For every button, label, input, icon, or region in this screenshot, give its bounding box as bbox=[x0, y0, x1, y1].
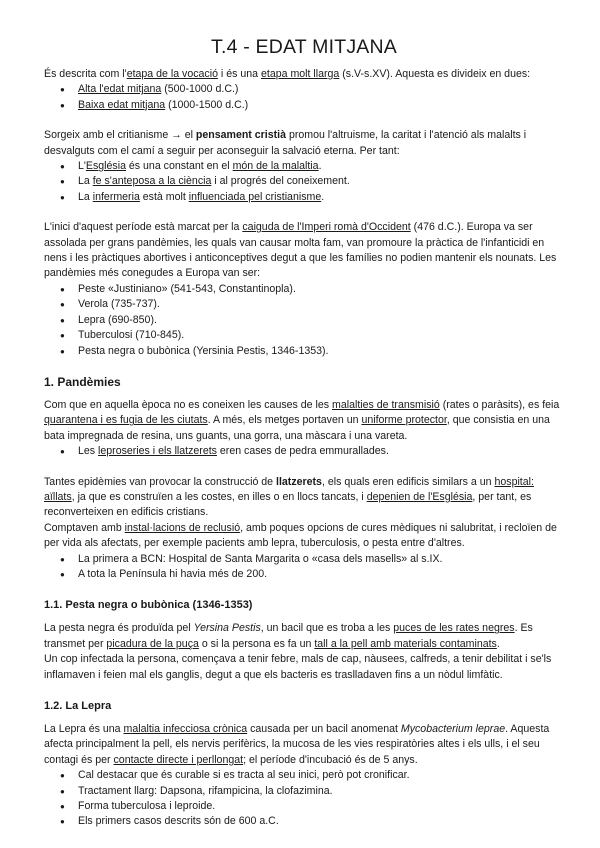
list-item: ● Alta l'edat mitjana (500-1000 d.C.) bbox=[78, 82, 564, 97]
hospitals-list bbox=[44, 552, 564, 583]
christianity-paragraph: Sorgeix amb el critianisme → el pensament cristià promou l'altruisme, la caritat i l'atenció als malalts i desvalguts com el camí a seguir per aconseguir la salvació eterna. Per tant: bbox=[44, 129, 527, 157]
pesta-paragraph: La pesta negra és produïda pel Yersina Pestis, un bacil que es troba a les puces de les rates negres. Es transmet per picadura de la puça o si la persona es fa un tall a la pell amb materials contaminats. bbox=[44, 622, 533, 650]
list-item: ● Els primers casos descrits són de 600 a.C. bbox=[78, 814, 564, 829]
christianity-list bbox=[44, 159, 564, 205]
llatzerets-paragraph: Tantes epidèmies van provocar la construcció de llatzerets, els quals eren edificis similars a un hospital: aïllats, ja que es construïen a les costes, en illes o en llocs tancats, i depenien de l'Església, per tant, es reconverteixen en edificis cristians. bbox=[44, 475, 534, 519]
pesta-symptoms-paragraph: Un cop infectada la persona, començava a tenir febre, mals de cap, nàusees, calfreds, a tenir debilitat i se'ls inflamaven i feien mal els ganglis, degut a que els bacteris es traslladaven fins a un nòdul limfàtic. bbox=[44, 653, 552, 681]
section-heading-lepra: 1.2. La Lepra bbox=[44, 700, 112, 712]
section-heading-pandemies: 1. Pandèmies bbox=[44, 374, 121, 389]
pandemics-list bbox=[44, 282, 564, 359]
start-paragraph: L'inici d'aquest període està marcat per la caiguda de l'Imperi romà d'Occident (476 d.C.). Europa va ser assolada per grans pandèmies, les quals van causar molta fam, van promoure la pràctica de l'infanticidi en nens i les pràctiques abortives i anticonceptives degut a que les famílies no podien mantenir els nounats. Les pandèmies més conegudes a Europa van ser: bbox=[44, 221, 557, 280]
document-page bbox=[44, 36, 564, 830]
list-item: ● Verola (735-737). bbox=[78, 297, 564, 312]
list-item: ● Les leproseries i els llatzerets eren cases de pedra emmurallades. bbox=[78, 444, 564, 459]
intro-list bbox=[44, 82, 564, 113]
lepra-paragraph: La Lepra és una malaltia infecciosa crònica causada per un bacil anomenat Mycobacterium leprae. Aquesta afecta principalment la pell, els nervis perifèrics, la mucosa de les vies respiratòries altes i els ulls, i el seu contagi és per contacte directe i perllongat; el període d'incubació és de 5 anys. bbox=[44, 723, 550, 766]
link-alta-edat[interactable]: Alta l'edat mitjana bbox=[78, 83, 162, 96]
list-item: ● Baixa edat mitjana (1000-1500 d.C.) bbox=[78, 98, 564, 113]
list-item: ● La infermeria està molt influenciada pel cristianisme. bbox=[78, 190, 564, 205]
list-item: ● La primera a BCN: Hospital de Santa Margarita o «casa dels masells» al s.IX. bbox=[78, 552, 564, 567]
link-baixa-edat[interactable]: Baixa edat mitjana bbox=[78, 98, 166, 111]
list-item: ● Peste «Justiniano» (541-543, Constantinopla). bbox=[78, 282, 564, 297]
list-item: ● Tuberculosi (710-845). bbox=[78, 328, 564, 343]
list-item: ● L'Església és una constant en el món de la malaltia. bbox=[78, 159, 564, 174]
leproseries-list bbox=[44, 444, 564, 459]
lepra-list bbox=[44, 768, 564, 830]
pandemies-paragraph: Com que en aquella època no es coneixen les causes de les malalties de transmisió (rates o paràsits), es feia quarantena i es fugia de les ciutats. A més, els metges portaven un uniforme protector, que consistia en una bata impregnada de resina, uns guants, una gorra, una màscara i una vareta. bbox=[44, 398, 560, 442]
section-heading-pesta-negra: 1.1. Pesta negra o bubònica (1346-1353) bbox=[44, 599, 253, 612]
page-title: T.4 - EDAT MITJANA bbox=[211, 36, 397, 58]
list-item: ● Forma tuberculosa i leproide. bbox=[78, 799, 564, 814]
list-item: ● Tractament llarg: Dapsona, rifampicina, la clofazimina. bbox=[78, 784, 564, 799]
list-item: ● La fe s'anteposa a la ciència i al progrés del coneixement. bbox=[78, 174, 564, 189]
list-item: ● Cal destacar que és curable si es tracta al seu inici, però pot cronificar. bbox=[78, 768, 564, 783]
intro-paragraph: És descrita com l'etapa de la vocació i és una etapa molt llarga (s.V-s.XV). Aquesta es divideix en dues: bbox=[44, 68, 531, 80]
reclusio-paragraph: Comptaven amb instal·lacions de reclusió, amb poques opcions de cures mèdiques ni salubritat, i recloïen de per vida als afectats, per exemple pacients amb lepra, tuberculosis, o pesta entre d'altres. bbox=[44, 521, 557, 550]
list-item: ● A tota la Península hi havia més de 200. bbox=[78, 567, 564, 582]
list-item: ● Lepra (690-850). bbox=[78, 313, 564, 328]
list-item: ● Pesta negra o bubònica (Yersinia Pestis, 1346-1353). bbox=[78, 344, 564, 359]
